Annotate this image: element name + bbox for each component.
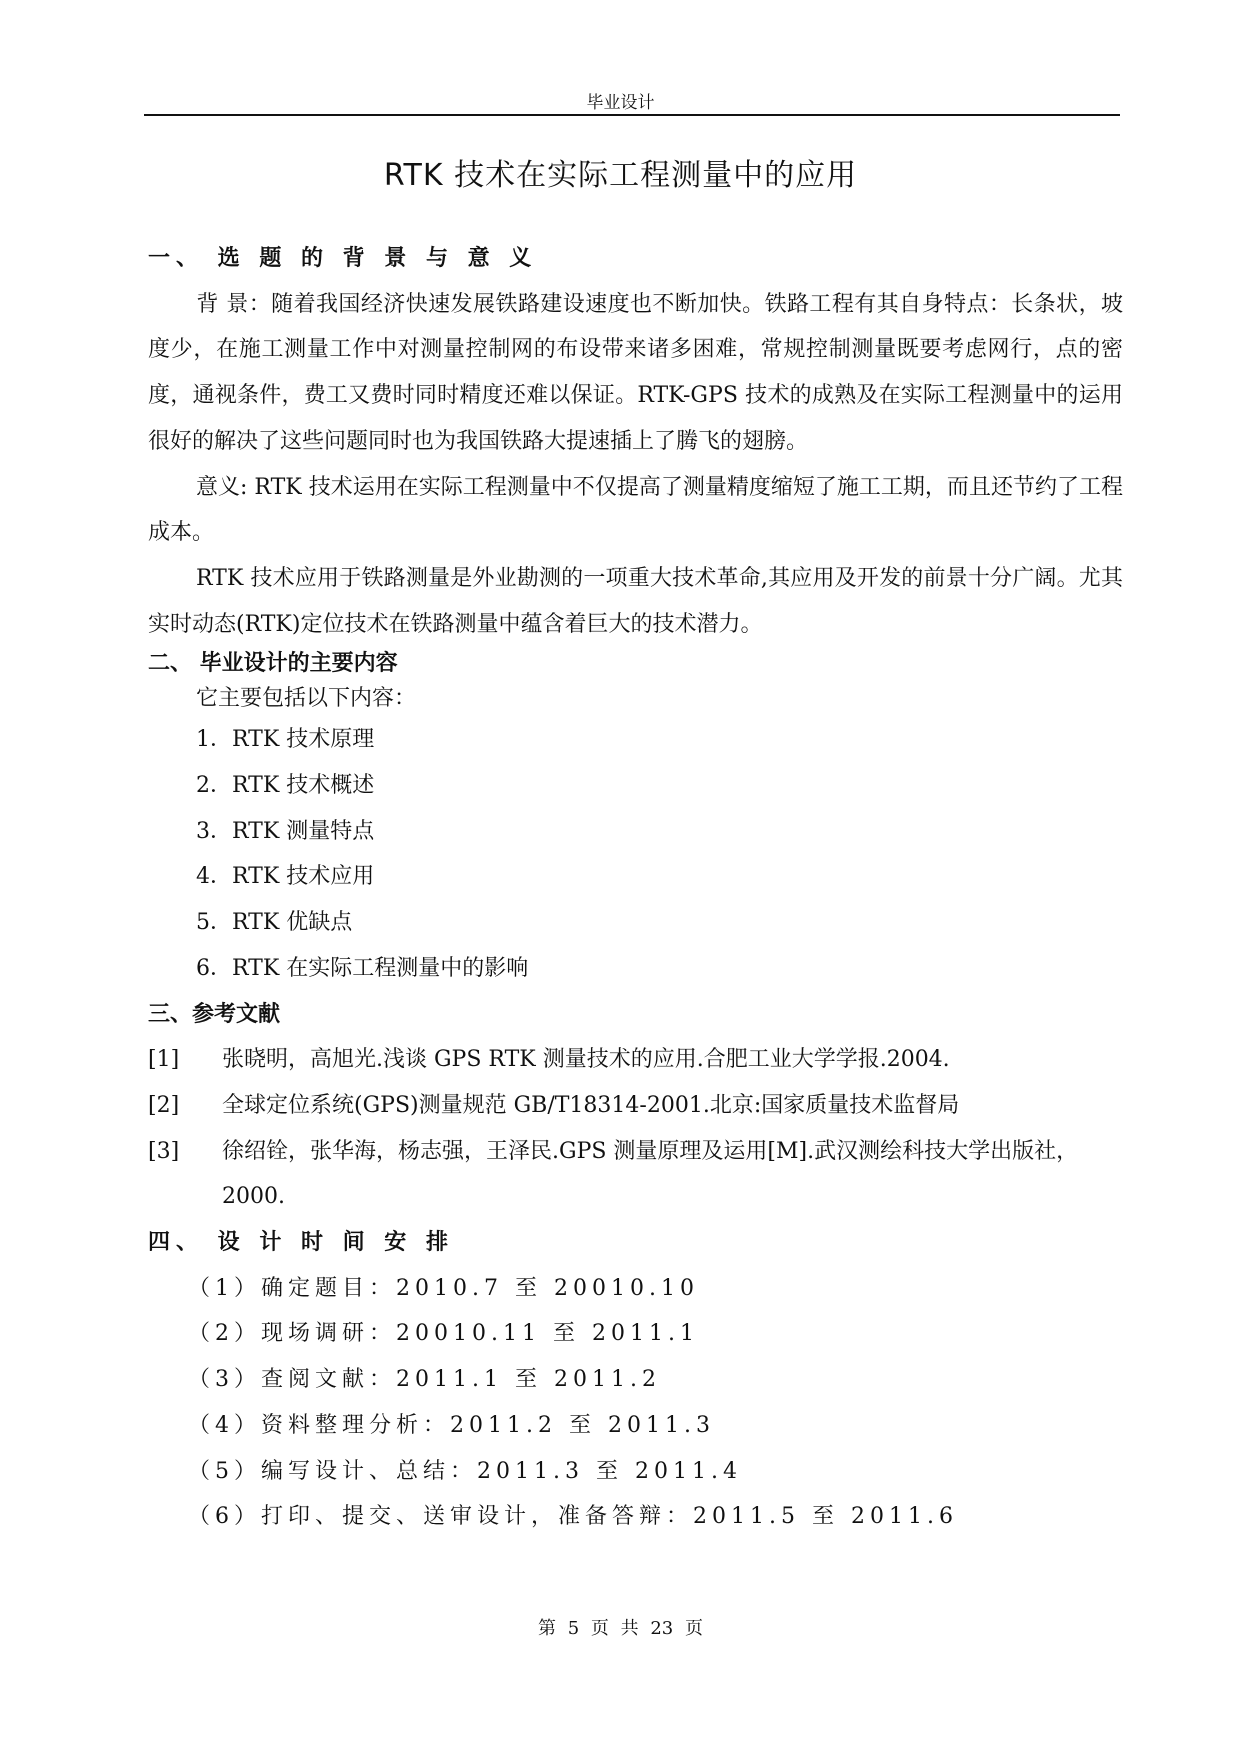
reference-number: [2] [148, 1092, 180, 1118]
reference-text: 全球定位系统(GPS)测量规范 GB/T18314-2001.北京:国家质量技术监督局 [222, 1092, 960, 1118]
document-body [148, 236, 1123, 1540]
significance-paragraph: 意义: RTK 技术运用在实际工程测量中不仅提高了测量精度缩短了施工工期，而且还节约了工程成本。 [148, 474, 1123, 546]
application-paragraph: RTK 技术应用于铁路测量是外业勘测的一项重大技术革命,其应用及开发的前景十分广阔。尤其实时动态(RTK)定位技术在铁路测量中蕴含着巨大的技术潜力。 [148, 565, 1123, 637]
schedule-item: （5）编写设计、总结：2011.3 至 2011.4 [188, 1458, 742, 1484]
schedule-item: （1）确定题目：2010.7 至 20010.10 [188, 1275, 699, 1301]
schedule-item: （3）查阅文献：2011.1 至 2011.2 [188, 1367, 661, 1393]
section2-heading: 二、 毕业设计的主要内容 [148, 651, 398, 677]
section4-heading: 四、 设 计 时 间 安 排 [148, 1230, 454, 1256]
section3-heading: 三、参考文献 [148, 1001, 281, 1027]
reference-item [148, 1129, 1123, 1220]
content-list [148, 717, 1123, 991]
list-item: 1．RTK 技术原理 [196, 727, 375, 753]
list-item: 5．RTK 优缺点 [196, 910, 353, 936]
schedule-item: （6）打印、提交、送审设计，准备答辩：2011.5 至 2011.6 [188, 1504, 958, 1530]
reference-number: [3] [148, 1138, 180, 1164]
schedule-item: （2）现场调研：20010.11 至 2011.1 [188, 1321, 699, 1347]
schedule-item: （4）资料整理分析：2011.2 至 2011.3 [188, 1412, 715, 1438]
list-item: 4．RTK 技术应用 [196, 864, 375, 890]
list-item: 6．RTK 在实际工程测量中的影响 [196, 955, 529, 981]
background-paragraph: 背 景：随着我国经济快速发展铁路建设速度也不断加快。铁路工程有其自身特点：长条状，坡度少，在施工测量工作中对测量控制网的布设带来诸多困难，常规控制测量既要考虑网行，点的密度，通视条件，费工又费时同时精度还难以保证。RTK-GPS 技术的成熟及在实际工程测量中的运用很好的解决了这些问题同时也为我国铁路大提速插上了腾飞的翅膀。 [148, 291, 1123, 454]
reference-item [148, 1083, 1123, 1129]
header-rule [144, 114, 1120, 116]
list-item: 3．RTK 测量特点 [196, 818, 375, 844]
section1-heading: 一、 选 题 的 背 景 与 意 义 [148, 246, 538, 271]
section2-intro: 它主要包括以下内容： [196, 686, 417, 712]
list-item: 2．RTK 技术概述 [196, 773, 375, 799]
reference-item [148, 1037, 1123, 1083]
page-header: 毕业设计 [586, 93, 655, 113]
reference-text: 徐绍铨，张华海，杨志强，王泽民.GPS 测量原理及运用[M].武汉测绘科技大学出版社，2000. [222, 1138, 1079, 1210]
page-footer: 第 5 页 共 23 页 [538, 1618, 703, 1639]
reference-number: [1] [148, 1047, 180, 1073]
document-title: RTK 技术在实际工程测量中的应用 [383, 158, 858, 193]
reference-text: 张晓明，高旭光.浅谈 GPS RTK 测量技术的应用.合肥工业大学学报.2004. [222, 1047, 950, 1073]
